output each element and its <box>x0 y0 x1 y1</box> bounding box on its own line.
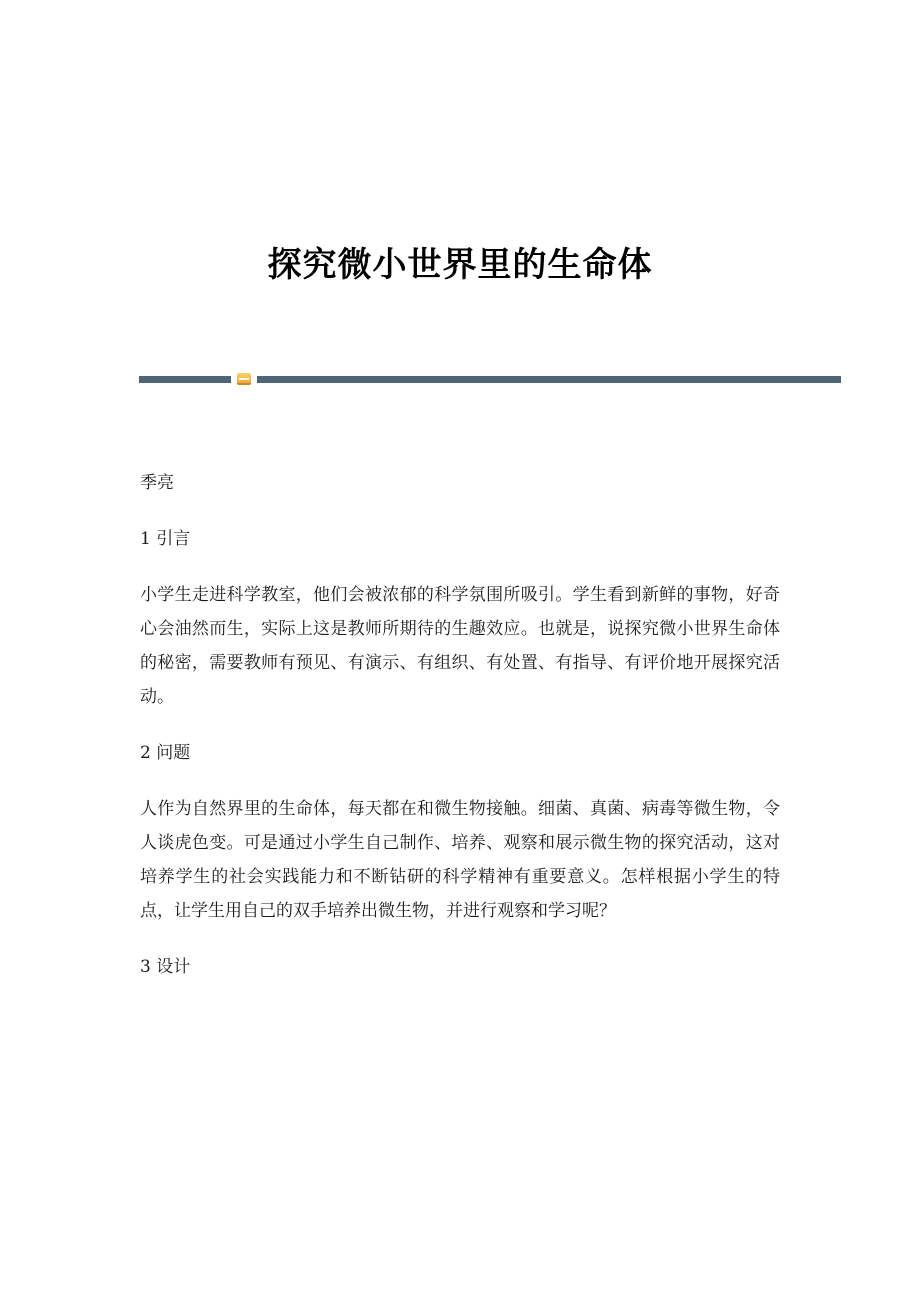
divider-mark-icon <box>237 373 251 385</box>
author-name: 季亮 <box>140 473 174 493</box>
divider-bar-left <box>139 376 231 383</box>
section-paragraph-introduction: 小学生走进科学教室，他们会被浓郁的科学氛围所吸引。学生看到新鲜的事物，好奇心会油然而生，实际上这是教师所期待的生趣效应。也就是，说探究微小世界生命体的秘密，需要教师有预见、有演示、有组织、有处置、有指导、有评价地开展探究活动。 <box>140 585 780 707</box>
section-heading-design: 3 设计 <box>140 957 191 977</box>
section-paragraph-problem: 人作为自然界里的生命体，每天都在和微生物接触。细菌、真菌、病毒等微生物，令人谈虎色变。可是通过小学生自己制作、培养、观察和展示微生物的探究活动，这对培养学生的社会实践能力和不断钻研的科学精神有重要意义。怎样根据小学生的特点，让学生用自己的双手培养出微生物，并进行观察和学习呢？ <box>140 799 780 921</box>
document-body <box>140 466 780 1006</box>
section-heading-problem: 2 问题 <box>140 743 191 763</box>
divider-bar-right <box>257 376 841 383</box>
document-title: 探究微小世界里的生命体 <box>267 244 653 285</box>
section-heading-introduction: 1 引言 <box>140 529 191 549</box>
title-divider <box>139 372 841 388</box>
